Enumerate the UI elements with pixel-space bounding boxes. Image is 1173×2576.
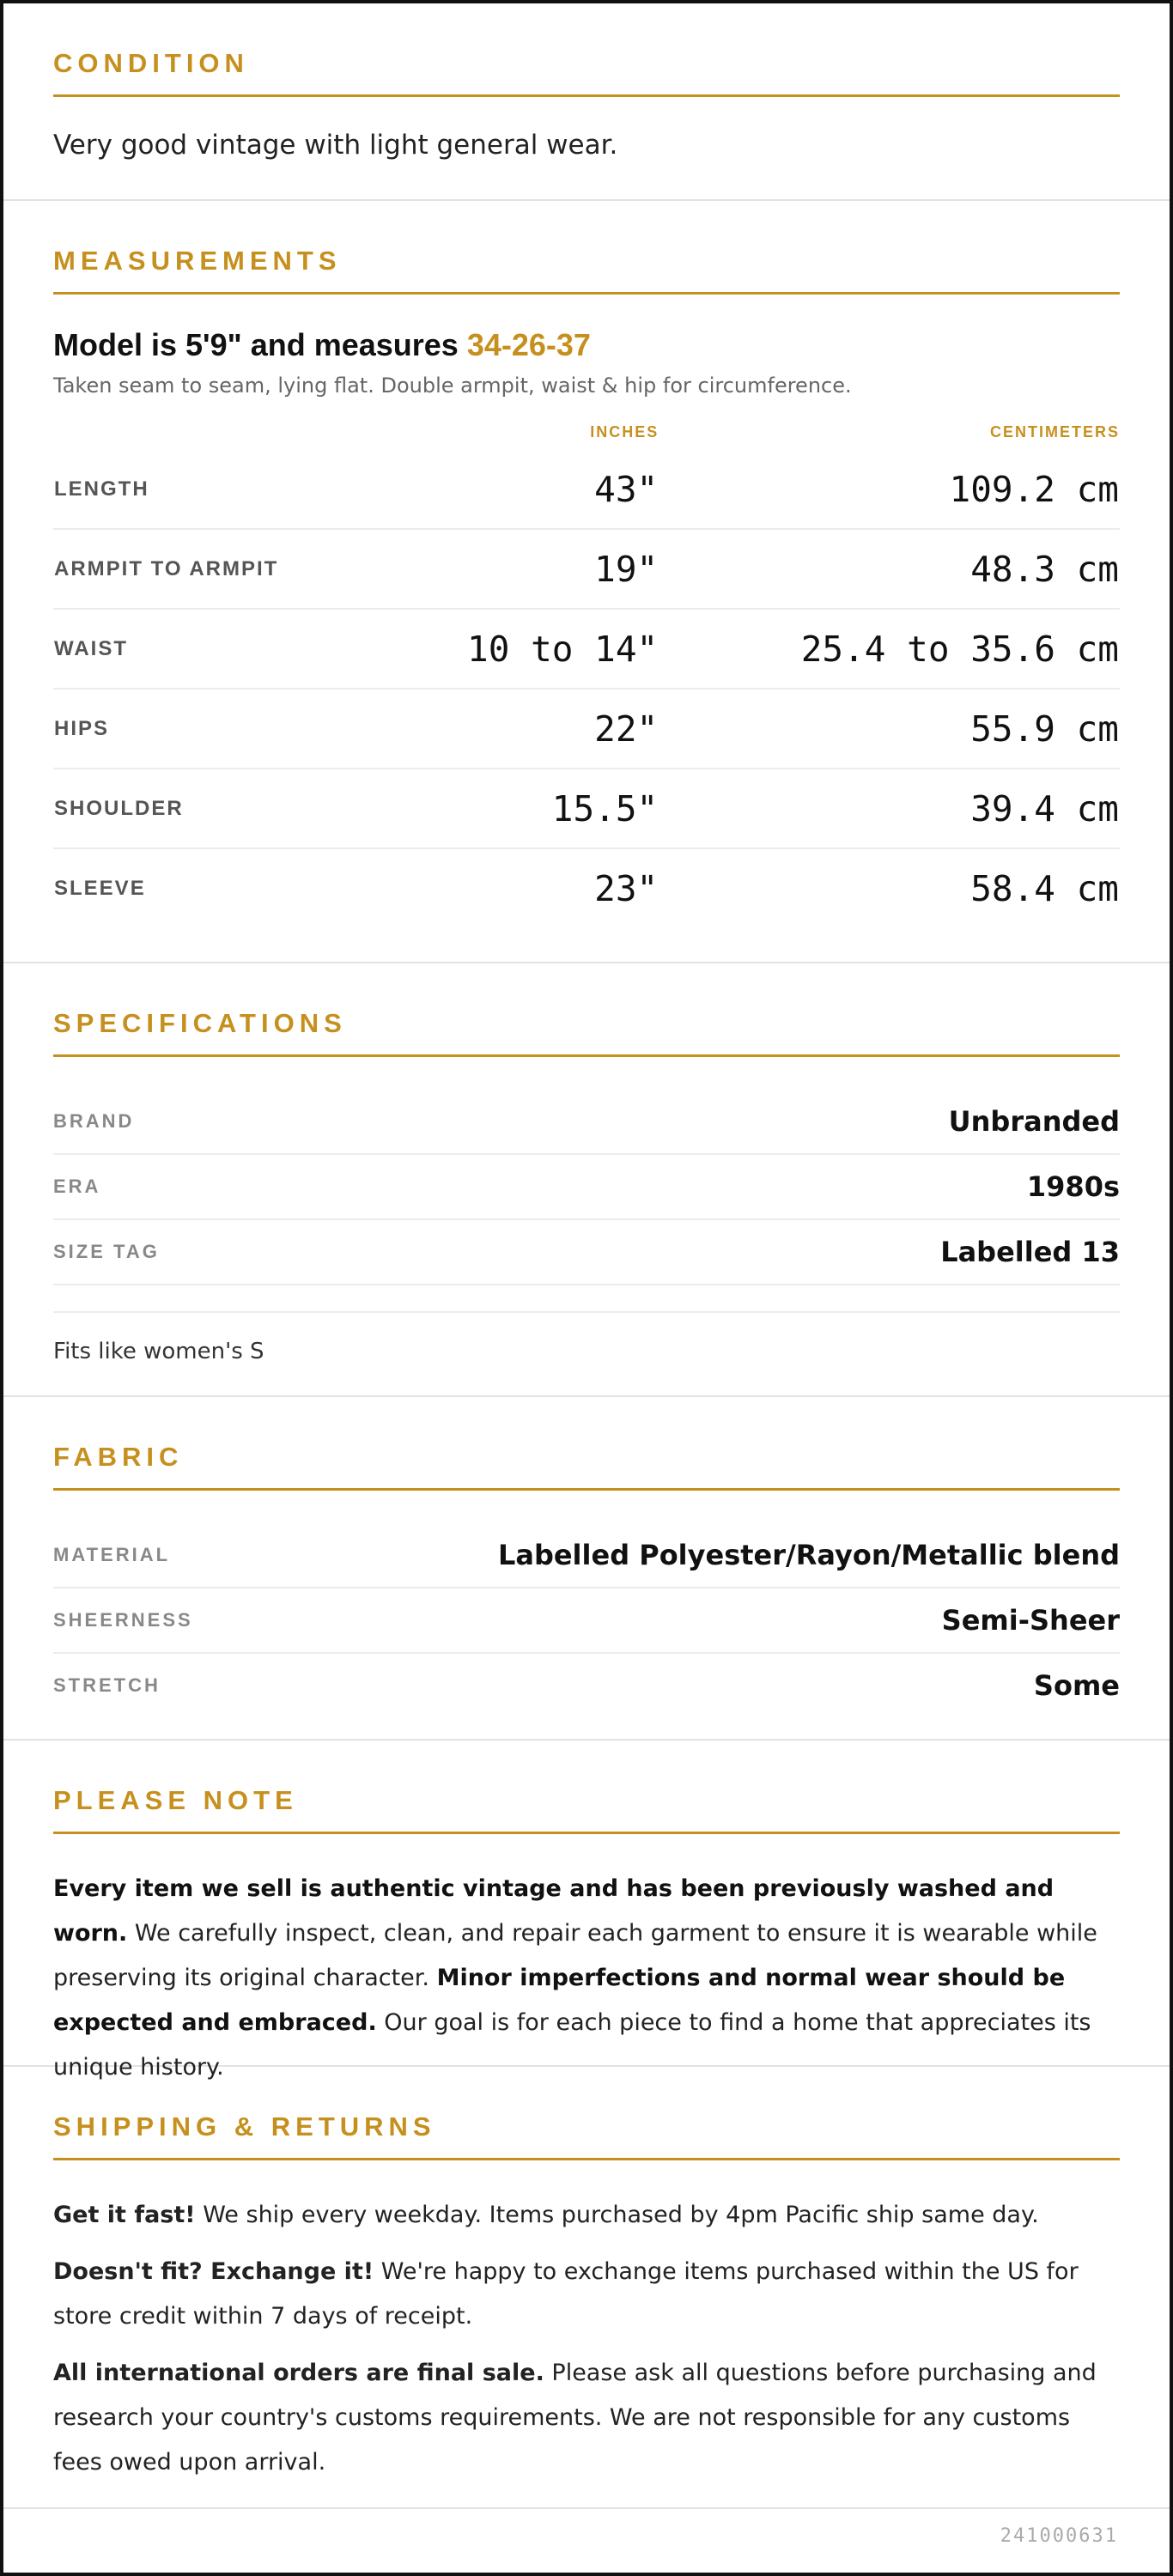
fabric-section [3, 1397, 1170, 1741]
measurement-inches: 22" [381, 689, 659, 769]
model-measures-value: 34-26-37 [466, 327, 591, 362]
note-text-1: We carefully inspect, clean, and repair each garment to ensure it is wearable while preserving its original character. [53, 1920, 1097, 1991]
spec-value: Unbranded [948, 1105, 1120, 1138]
please-note-text [53, 1867, 1120, 2090]
shipping-paragraph [53, 2193, 1120, 2238]
model-measures-line [53, 327, 1120, 363]
measurement-cm: 109.2 cm [659, 450, 1120, 529]
measurement-cm: 48.3 cm [659, 529, 1120, 609]
please-note-title: PLEASE NOTE [53, 1785, 1120, 1834]
spec-value: 1980s [1026, 1170, 1120, 1203]
condition-section [3, 3, 1170, 201]
centimeters-column-header: CENTIMETERS [989, 423, 1120, 440]
fabric-title: FABRIC [53, 1442, 1120, 1491]
measurement-inches: 23" [594, 867, 659, 909]
spec-row [53, 1090, 1120, 1155]
fabric-label: SHEERNESS [53, 1609, 193, 1631]
measurement-inches: 15.5" [381, 769, 659, 848]
measurement-cm: 39.4 cm [659, 769, 1120, 848]
exchange-text: We're happy to exchange items purchased within the US for store credit within 7 days of receipt. [53, 2258, 1079, 2330]
table-row [53, 689, 1120, 769]
condition-text: Very good vintage with light general wear. [53, 130, 618, 161]
specifications-title: SPECIFICATIONS [53, 1008, 1120, 1057]
table-row [53, 529, 1120, 609]
measurement-inches: 19" [381, 529, 659, 609]
table-row [53, 848, 1120, 927]
fabric-value: Some [1033, 1669, 1120, 1702]
note-bold-2: Minor imperfections and normal wear should be expected and embraced. [53, 1965, 1066, 2036]
spec-label: SIZE TAG [53, 1241, 160, 1262]
exchange-paragraph [53, 2250, 1120, 2339]
fabric-row [53, 1523, 1120, 1589]
measurement-inches: 10 to 14" [381, 609, 659, 689]
measurement-label: LENGTH [53, 450, 381, 529]
fabric-label: MATERIAL [53, 1544, 171, 1565]
measurement-label: HIPS [53, 689, 381, 769]
international-text: Please ask all questions before purchasing and research your country's customs requirements. We are not responsible for any customs fees owed upon arrival. [53, 2360, 1097, 2476]
measurement-label: WAIST [53, 609, 381, 689]
measurements-subtitle: Taken seam to seam, lying flat. Double armpit, waist & hip for circumference. [53, 374, 852, 398]
exchange-bold: Doesn't fit? Exchange it! [53, 2258, 374, 2285]
spec-label: ERA [53, 1176, 101, 1197]
measurement-cm: 25.4 to 35.6 cm [659, 609, 1120, 689]
spec-row [53, 1220, 1120, 1285]
note-text-2: Our goal is for each piece to find a home that appreciates its unique history. [53, 2009, 1091, 2081]
model-prefix: Model is 5'9" and measures [53, 327, 459, 362]
measurement-cm: 58.4 cm [970, 867, 1119, 909]
table-row [53, 769, 1120, 848]
shipping-title: SHIPPING & RETURNS [53, 2111, 1120, 2160]
international-paragraph [53, 2351, 1120, 2485]
fabric-row [53, 1589, 1120, 1654]
measurement-label: SHOULDER [53, 769, 381, 848]
label-column-header [53, 423, 381, 450]
measurement-cm: 55.9 cm [659, 689, 1120, 769]
table-row [53, 609, 1120, 689]
international-bold: All international orders are final sale. [53, 2360, 544, 2386]
spec-value: Labelled 13 [940, 1236, 1120, 1268]
shipping-returns-section [3, 2067, 1170, 2509]
please-note-section [3, 1741, 1170, 2081]
spec-row [53, 1155, 1120, 1220]
specifications-section [3, 963, 1170, 1397]
fit-note: Fits like women's S [53, 1311, 1120, 1364]
shipping-text: We ship every weekday. Items purchased by 4pm Pacific ship same day. [195, 2202, 1039, 2228]
measurement-label: ARMPIT TO ARMPIT [53, 529, 381, 609]
measurement-inches: 43" [381, 450, 659, 529]
shipping-bold: Get it fast! [53, 2202, 196, 2228]
measurements-table [53, 423, 1120, 927]
condition-title: CONDITION [53, 48, 1120, 97]
measurements-title: MEASUREMENTS [53, 246, 1120, 295]
fabric-row [53, 1654, 1120, 1717]
fabric-value: Semi-Sheer [941, 1604, 1120, 1637]
inches-column-header: INCHES [590, 423, 659, 440]
fabric-label: STRETCH [53, 1674, 161, 1696]
fabric-value: Labelled Polyester/Rayon/Metallic blend [497, 1539, 1120, 1571]
measurements-section [3, 201, 1170, 963]
table-row [53, 450, 1120, 529]
measurement-label: SLEEVE [54, 876, 146, 900]
note-bold-1: Every item we sell is authentic vintage and has been previously washed and worn. [53, 1875, 1054, 1947]
sku-number: 241000631 [1000, 2525, 1118, 2547]
spec-label: BRAND [53, 1110, 135, 1132]
